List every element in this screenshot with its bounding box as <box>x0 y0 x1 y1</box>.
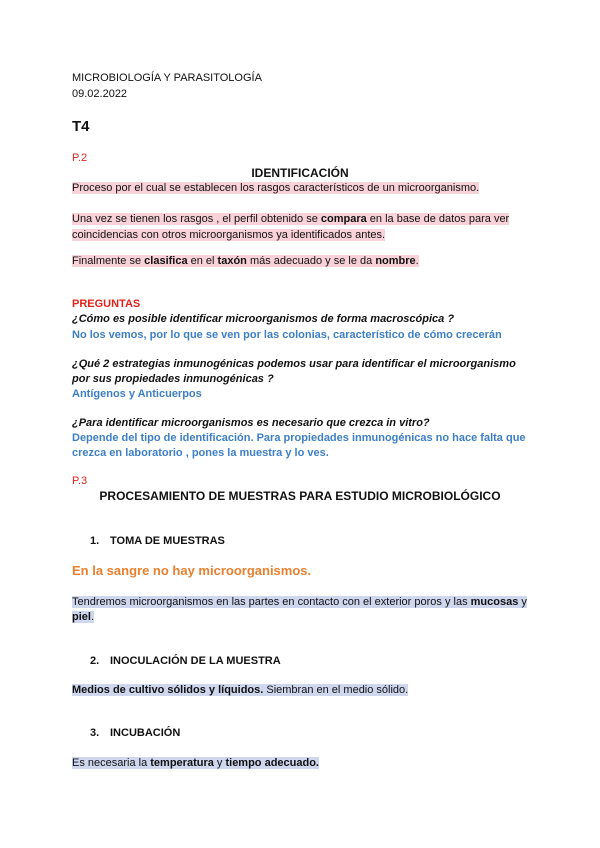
answer-1: No los vemos, por lo que se ven por las colonias, característico de cómo crecerán <box>72 329 502 341</box>
document-date: 09.02.2022 <box>72 88 128 100</box>
classify-paragraph: Finalmente se clasifica en el taxón más adecuado y se le da nombre. <box>72 255 419 267</box>
inoculation-paragraph: Medios de cultivo sólidos y líquidos. Siembran en el medio sólido. <box>72 684 409 696</box>
step-3-heading: 3. INCUBACIÓN <box>90 727 181 739</box>
course-title: MICROBIOLOGÍA Y PARASITOLOGÍA <box>72 72 262 84</box>
step-2-heading: 2. INOCULACIÓN DE LA MUESTRA <box>90 655 281 667</box>
compare-bold: compara <box>320 213 367 225</box>
incubation-paragraph: Es necesaria la temperatura y tiempo adecuado. <box>72 757 319 769</box>
questions-title: PREGUNTAS <box>72 298 141 310</box>
identification-definition: Proceso por el cual se establecen los rasgos característicos de un microorganismo. <box>72 182 480 194</box>
question-2: ¿Qué 2 estrategias inmunogénicas podemos usar para identificar el microorganismo por sus propiedades inmunogénicas ? <box>72 358 516 385</box>
section-heading-procesamiento: PROCESAMIENTO DE MUESTRAS PARA ESTUDIO MICROBIOLÓGICO <box>99 489 501 503</box>
question-1: ¿Cómo es posible identificar microorganismos de forma macroscópica ? <box>72 313 455 325</box>
compare-text-1: Una vez se tienen los rasgos , el perfil obtenido se <box>72 213 321 225</box>
page-marker-p3: P.3 <box>72 475 88 487</box>
compare-paragraph <box>72 211 528 243</box>
compare-text-2: en la base de datos para ver coincidencias con otros microorganismos ya identificados antes. <box>72 213 510 241</box>
topic-label: T4 <box>72 118 90 135</box>
question-3: ¿Para identificar microorganismos es necesario que crezca in vitro? <box>72 417 430 429</box>
answer-3: Depende del tipo de identificación. Para propiedades inmunogénicas no hace falta que crezca en laboratorio , pones la muestra y lo ves. <box>72 432 526 459</box>
sample-paragraph: Tendremos microorganismos en las partes en contacto con el exterior poros y las mucosas y piel. <box>72 596 527 623</box>
blood-note: En la sangre no hay microorganismos. <box>72 563 312 578</box>
section-heading-identificacion: IDENTIFICACIÓN <box>251 166 349 180</box>
answer-2: Antígenos y Anticuerpos <box>72 388 202 400</box>
page-marker-p2: P.2 <box>72 152 88 164</box>
step-1-heading: 1. TOMA DE MUESTRAS <box>90 535 225 547</box>
